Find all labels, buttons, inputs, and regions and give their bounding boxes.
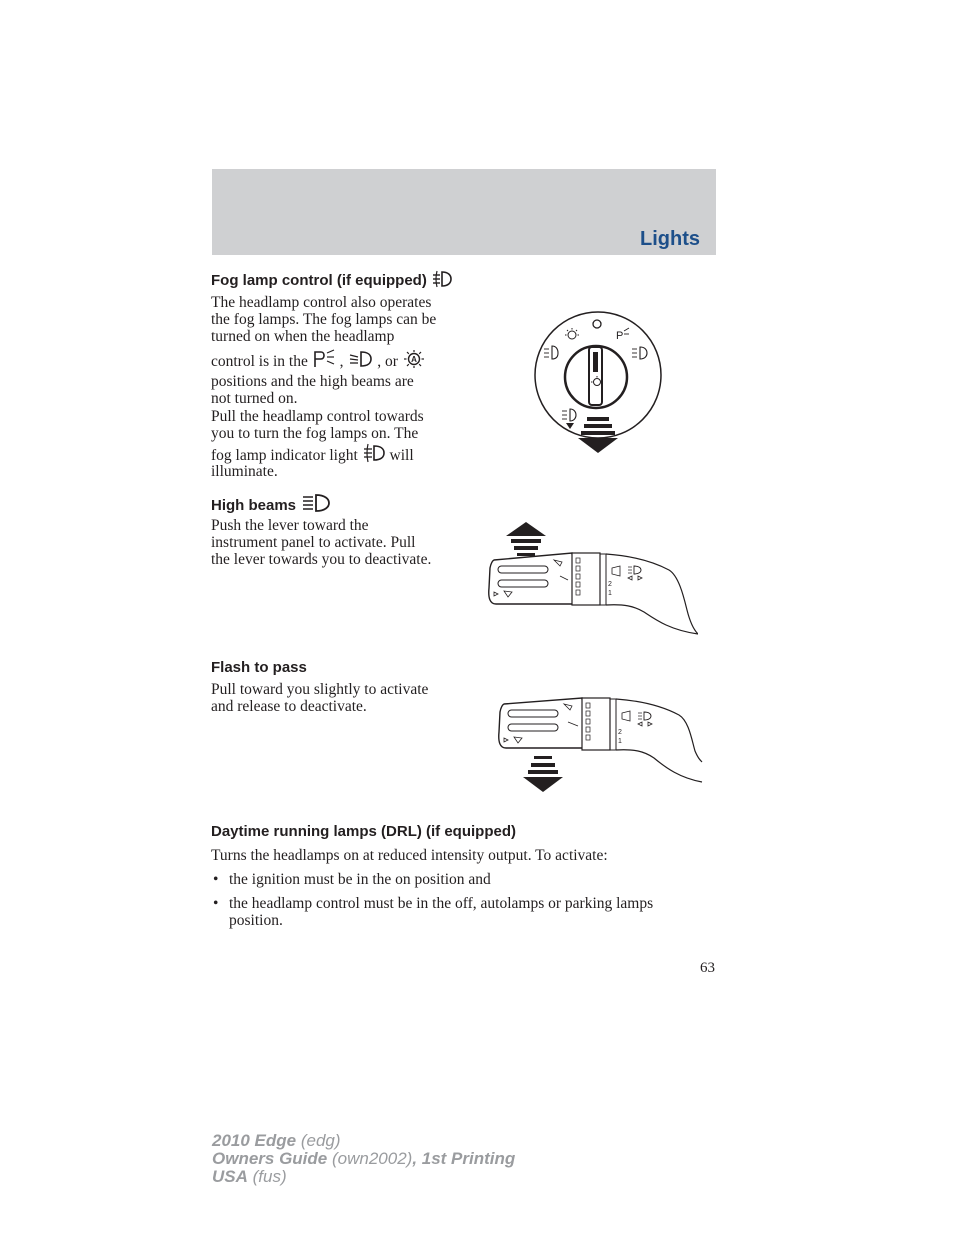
text-fragment: control is in the	[211, 353, 308, 371]
page-number: 63	[700, 960, 715, 976]
drl-bullet-1	[211, 872, 491, 889]
text-fragment: , or	[377, 353, 398, 371]
lever-position-2: 2	[618, 729, 622, 736]
text-line: the lever towards you to deactivate.	[211, 550, 432, 568]
text-line: Push the lever toward the	[211, 517, 369, 534]
bullet-marker: •	[213, 871, 219, 888]
fog-lamp-heading	[211, 270, 453, 289]
pull-arrow-icon	[523, 756, 563, 792]
drl-heading: Daytime running lamps (DRL) (if equipped)	[211, 823, 517, 840]
autolamps-icon	[402, 349, 426, 369]
high-beam-icon	[300, 493, 332, 513]
fog-lamp-icon	[431, 270, 453, 288]
text-line-with-icon	[211, 443, 424, 465]
multifunction-lever-push-figure	[484, 518, 698, 640]
text-line: illuminate.	[211, 463, 278, 481]
footer-line-2	[212, 1150, 515, 1168]
multifunction-lever-pull-figure	[494, 696, 704, 796]
headlamp-control-dial-figure	[528, 305, 668, 457]
high-beams-heading-text: High beams	[211, 497, 297, 514]
autolamps-icon-letter: A	[410, 355, 417, 365]
parking-position-letter: P	[616, 330, 624, 342]
text-fragment: fog lamp indicator light	[211, 446, 358, 464]
text-line: not turned on.	[211, 389, 298, 407]
lever-position-2: 2	[608, 581, 612, 588]
drl-intro: Turns the headlamps on at reduced intensity output. To activate:	[211, 847, 608, 864]
fog-lamp-paragraph-2	[211, 409, 424, 481]
headlamps-icon	[347, 349, 373, 369]
text-line: instrument panel to activate. Pull	[211, 533, 416, 551]
push-arrow-icon	[506, 522, 546, 556]
section-header-band	[212, 169, 716, 255]
text-fragment: will	[389, 446, 414, 464]
wiper-icon	[622, 711, 630, 721]
footer-line-1	[212, 1132, 515, 1150]
turn-signal-arrows-icon	[638, 722, 652, 726]
text-line: and release to deactivate.	[211, 697, 367, 715]
text-line: The headlamp control also operates	[211, 294, 432, 311]
text-line: Pull the headlamp control towards	[211, 408, 424, 425]
footer-model-code: (edg)	[300, 1131, 341, 1150]
fog-lamp-indicator-icon	[362, 443, 386, 463]
document-footer	[212, 1132, 515, 1186]
text-line-with-icons	[211, 349, 436, 371]
turn-signal-arrows-icon	[628, 576, 642, 580]
footer-line-3	[212, 1168, 515, 1186]
bullet-marker: •	[213, 895, 219, 912]
footer-market-code: (fus)	[252, 1167, 287, 1186]
fog-lamp-heading-text: Fog lamp control (if equipped)	[211, 272, 427, 289]
footer-model: 2010 Edge	[212, 1131, 297, 1150]
footer-market: USA	[212, 1167, 248, 1186]
text-line: Pull toward you slightly to activate	[211, 681, 429, 698]
lever-high-beam-icon	[638, 712, 651, 720]
lever-position-1: 1	[618, 738, 622, 745]
fog-lamp-paragraph-1	[211, 295, 436, 408]
footer-printing: , 1st Printing	[412, 1149, 516, 1168]
footer-guide-code: (own2002)	[331, 1149, 413, 1168]
footer-guide: Owners Guide	[212, 1149, 328, 1168]
flash-to-pass-heading: Flash to pass	[211, 659, 307, 676]
text-fragment: ,	[339, 353, 344, 371]
lever-high-beam-icon	[628, 566, 641, 574]
bullet-text: position.	[229, 911, 283, 929]
drl-bullet-2	[211, 896, 653, 930]
bullet-text: the headlamp control must be in the off, autolamps or parking lamps	[229, 895, 654, 912]
text-line: positions and the high beams are	[211, 373, 414, 391]
high-beams-paragraph	[211, 518, 431, 568]
parking-lamps-icon	[312, 349, 336, 369]
wiper-icon	[612, 566, 620, 576]
section-title: Lights	[640, 228, 700, 250]
lever-position-1: 1	[608, 590, 612, 597]
bullet-text: the ignition must be in the on position and	[229, 871, 491, 888]
high-beams-heading	[211, 493, 332, 514]
text-line: turned on when the headlamp	[211, 327, 395, 345]
text-line: the fog lamps. The fog lamps can be	[211, 310, 437, 328]
flash-to-pass-paragraph	[211, 682, 428, 716]
text-line: you to turn the fog lamps on. The	[211, 424, 419, 442]
